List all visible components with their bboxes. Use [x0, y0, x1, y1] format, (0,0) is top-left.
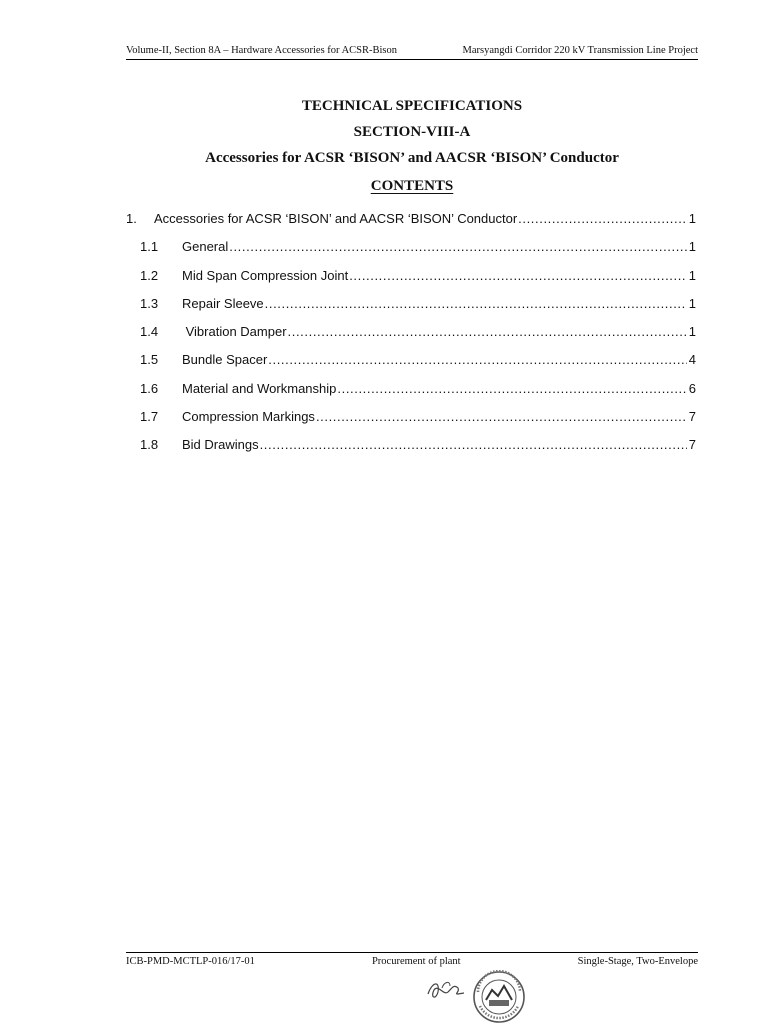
official-seal-icon — [472, 970, 526, 1024]
toc-entry-page-number: 1 — [688, 239, 696, 255]
toc-dot-leader — [316, 409, 687, 424]
toc-entry-number: 1.5 — [140, 352, 159, 368]
table-of-contents — [126, 211, 696, 466]
toc-entry-page-number: 6 — [688, 380, 696, 396]
toc-dot-leader — [337, 381, 686, 396]
toc-dot-leader — [268, 352, 686, 367]
page-header — [126, 45, 698, 60]
toc-dot-leader — [260, 437, 687, 452]
toc-entry[interactable] — [126, 296, 696, 324]
toc-dot-leader — [518, 211, 687, 226]
toc-dot-leader — [229, 239, 687, 254]
toc-entry-page-number: 1 — [688, 211, 696, 226]
toc-entry-number: 1.1 — [140, 239, 159, 255]
toc-entry-number: 1.4 — [140, 324, 159, 340]
footer-center-text: Procurement of plant — [371, 956, 461, 967]
toc-entry-label: Accessories for ACSR ‘BISON’ and AACSR ‘BISON’ Conductor — [154, 211, 518, 226]
toc-dot-leader — [288, 324, 687, 339]
title-block — [126, 93, 698, 195]
toc-entry-label: Bid Drawings — [182, 437, 259, 453]
toc-entry-page-number: 1 — [688, 295, 696, 311]
toc-dot-leader — [265, 296, 687, 311]
page-footer — [126, 952, 698, 967]
toc-entry-number: 1.3 — [140, 295, 159, 311]
toc-entry-label: Repair Sleeve — [182, 295, 264, 311]
toc-entry[interactable] — [126, 409, 696, 437]
toc-entry-number: 1.2 — [140, 267, 159, 283]
toc-entry[interactable] — [126, 324, 696, 352]
toc-entry-label: Compression Markings — [182, 409, 315, 425]
header-right-text: Marsyangdi Corridor 220 kV Transmission Line Project — [462, 45, 698, 56]
toc-entry[interactable] — [126, 211, 696, 239]
toc-entry[interactable] — [126, 239, 696, 267]
toc-entry-page-number: 4 — [688, 352, 696, 368]
toc-entry-page-number: 1 — [688, 324, 696, 340]
toc-entry[interactable] — [126, 268, 696, 296]
toc-entry-page-number: 7 — [688, 437, 696, 453]
toc-entry-number: 1.8 — [140, 437, 159, 453]
toc-entry-page-number: 7 — [688, 409, 696, 425]
toc-entry-label: Mid Span Compression Joint — [182, 267, 349, 283]
toc-entry-number: 1. — [126, 211, 137, 226]
footer-left-text: ICB-PMD-MCTLP-016/17-01 — [126, 956, 255, 967]
toc-entry[interactable] — [126, 352, 696, 380]
contents-heading: CONTENTS — [370, 178, 454, 194]
title-subject: Accessories for ACSR ‘BISON’ and AACSR ‘BISON’ Conductor — [205, 150, 619, 166]
title-section: SECTION-VIII-A — [353, 124, 471, 140]
toc-entry[interactable] — [126, 437, 696, 465]
toc-entry-number: 1.6 — [140, 380, 159, 396]
toc-entry-page-number: 1 — [688, 267, 696, 283]
toc-entry-label: Bundle Spacer — [182, 352, 268, 368]
toc-entry-label: Material and Workmanship — [182, 380, 337, 396]
toc-entry-number: 1.7 — [140, 409, 159, 425]
toc-entry-label: General — [182, 239, 229, 255]
toc-entry[interactable] — [126, 381, 696, 409]
toc-entry-label: Vibration Damper — [182, 324, 287, 340]
footer-right-text: Single-Stage, Two-Envelope — [577, 956, 698, 967]
header-left-text: Volume-II, Section 8A – Hardware Accessories for ACSR-Bison — [126, 45, 398, 56]
title-technical-specifications: TECHNICAL SPECIFICATIONS — [301, 98, 523, 114]
toc-dot-leader — [349, 268, 687, 283]
signature-icon — [424, 970, 468, 1010]
